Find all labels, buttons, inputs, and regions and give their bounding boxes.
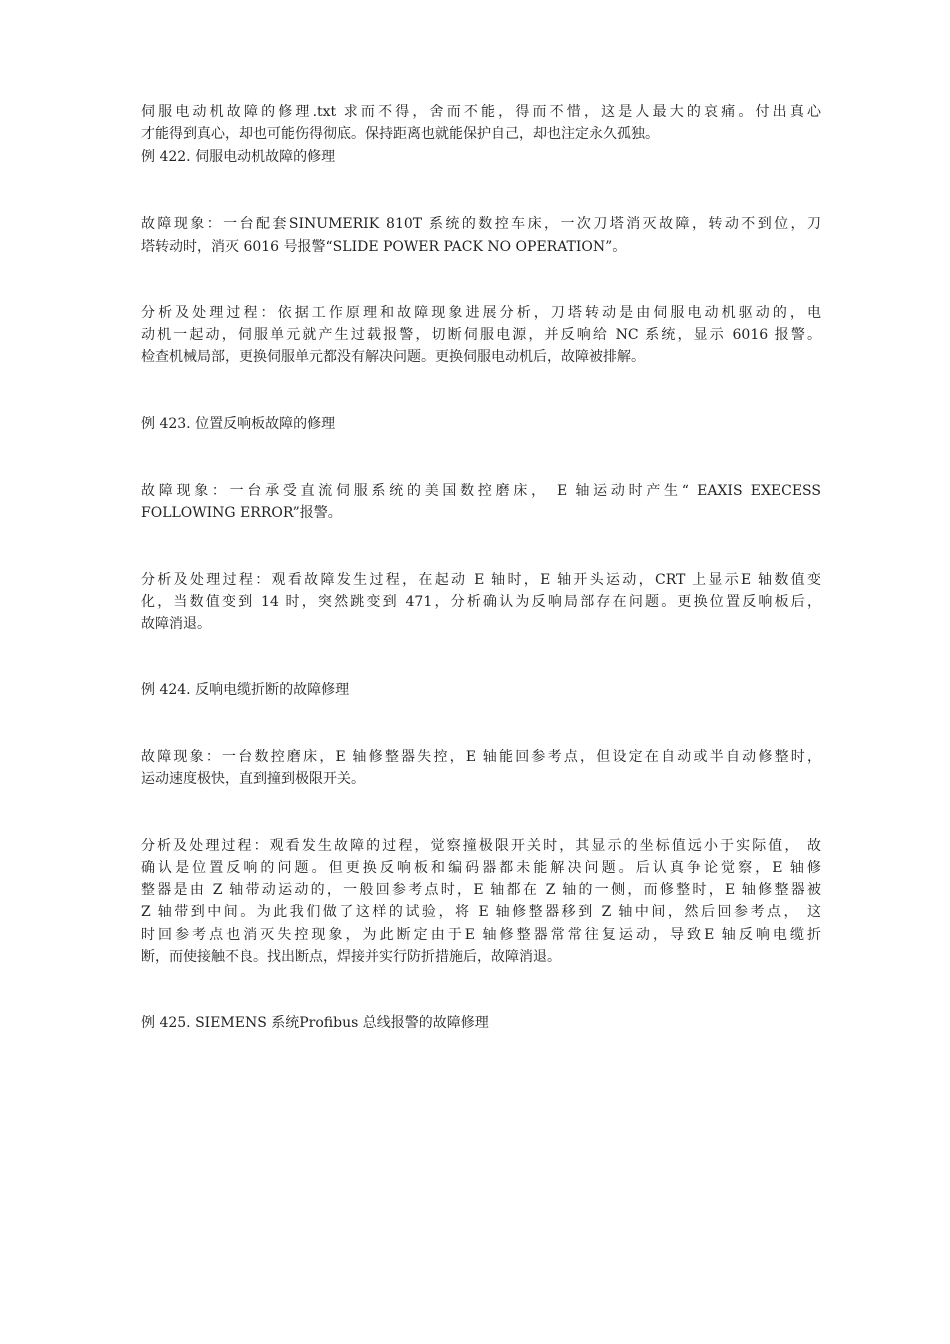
- text-line: 断，而使接触不良。找出断点，焊接并实行防折措施后，故障消退。: [141, 949, 561, 965]
- text-line: 伺服电动机故障的修理.txt 求而不得，舍而不能，得而不惜，这是人最大的哀痛。付出真心: [141, 104, 821, 120]
- text-line: 时回参考点也消灭失控现象，为此断定由于E 轴修整器常常往复运动，导致E 轴反响电缆折: [141, 927, 821, 943]
- text-line: 才能得到真心，却也可能伤得彻底。保持距离也就能保护自己，却也注定永久孤独。: [141, 126, 659, 142]
- text-line: FOLLOWING ERROR”报警。: [141, 505, 342, 521]
- text-line: 确认是位置反响的问题。但更换反响板和编码器都未能解决问题。后认真争论觉察，E 轴修: [141, 860, 821, 876]
- text-line: 运动速度极快，直到撞到极限开关。: [141, 771, 365, 787]
- section-heading: 例 425. SIEMENS 系统Profibus 总线报警的故障修理: [141, 1015, 489, 1031]
- text-line: 整器是由 Z 轴带动运动的，一般回参考点时，E 轴都在 Z 轴的一侧，而修整时，E 轴修整器被: [141, 882, 821, 898]
- text-line: Z 轴带到中间。为此我们做了这样的试验，将 E 轴修整器移到 Z 轴中间，然后回参考点， 这: [141, 904, 821, 920]
- text-line: 故障现象：一台配套SINUMERIK 810T 系统的数控车床，一次刀塔消灭故障，转动不到位，刀: [141, 216, 821, 232]
- text-line: 化，当数值变到 14 时，突然跳变到 471，分析确认为反响局部存在问题。更换位置反响板后，: [141, 594, 821, 610]
- text-line: 分析及处理过程：观看故障发生过程，在起动 E 轴时，E 轴开头运动，CRT 上显示E 轴数值变: [141, 572, 821, 588]
- text-line: 故障现象：一台承受直流伺服系统的美国数控磨床， E 轴运动时产生“ EAXIS EXECESS: [141, 483, 821, 499]
- text-line: 分析及处理过程：观看发生故障的过程，觉察撞极限开关时，其显示的坐标值远小于实际值， 故: [141, 838, 821, 854]
- text-line: 故障消退。: [141, 616, 211, 632]
- text-line: 动机一起动，伺服单元就产生过载报警，切断伺服电源，并反响给 NC 系统，显示 6016 报警。: [141, 327, 821, 343]
- text-line: 检查机械局部，更换伺服单元都没有解决问题。更换伺服电动机后，故障被排解。: [141, 349, 645, 365]
- text-line: 分析及处理过程：依据工作原理和故障现象进展分析，刀塔转动是由伺服电动机驱动的，电: [141, 305, 821, 321]
- text-line: 塔转动时，消灭 6016 号报警“SLIDE POWER PACK NO OPERATION”。: [141, 239, 627, 255]
- section-heading: 例 422. 伺服电动机故障的修理: [141, 149, 336, 165]
- text-line: 故障现象：一台数控磨床，E 轴修整器失控，E 轴能回参考点，但设定在自动或半自动修整时，: [141, 749, 821, 765]
- section-heading: 例 424. 反响电缆折断的故障修理: [141, 682, 350, 698]
- section-heading: 例 423. 位置反响板故障的修理: [141, 416, 336, 432]
